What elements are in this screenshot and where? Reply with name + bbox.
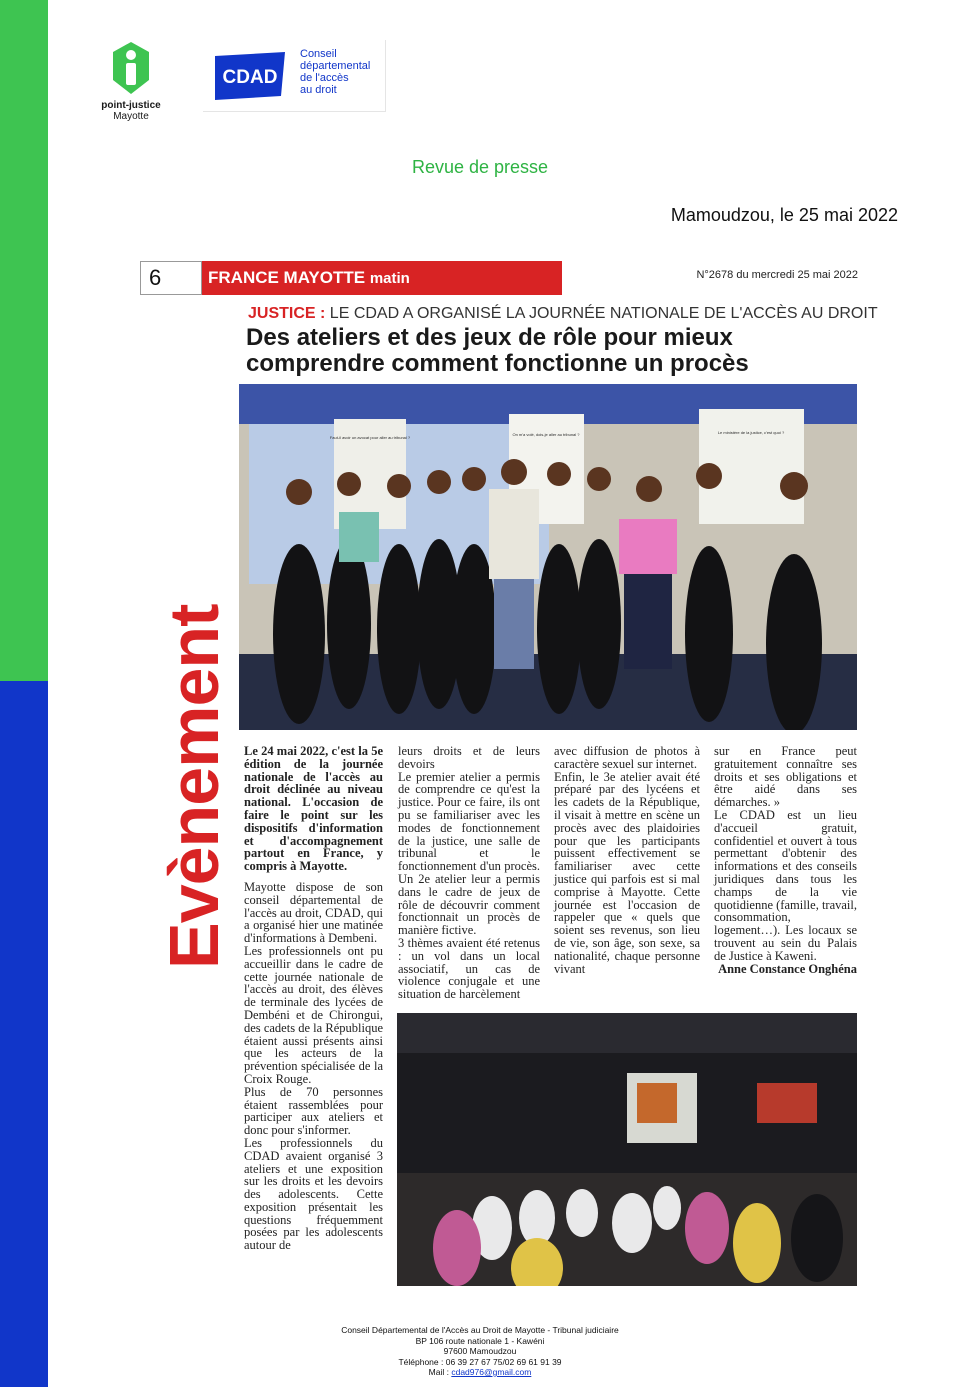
press-clipping [140, 259, 878, 1289]
article-paragraph: Les professionnels ont pu accueillir dans le cadre de cette journée nationale de l'accès au droit, des élèves de terminale des lycées de Dembéni et de Chirongui, des cadets de la République étaient aussi présents ainsi que les acteurs de la prévention spécialisée de la Croix Rouge. [244, 943, 383, 1086]
article-column-2 [398, 745, 540, 1001]
kicker-label: JUSTICE : [248, 305, 326, 322]
svg-text:CDAD: CDAD [222, 67, 278, 88]
article-lead: Le 24 mai 2022, c'est la 5e édition de la journée nationale de l'accès au droit déclinée au niveau national. L'occasion de faire le point sur les dispositifs d'information et d'accompagnement partout en France, y compris à Mayotte. [244, 744, 383, 874]
article-paragraph: avec diffusion de photos à caractère sexuel sur internet. [554, 744, 700, 771]
kicker-text: LE CDAD A ORGANISÉ LA JOURNÉE NATIONALE DE L'ACCÈS AU DROIT [329, 305, 878, 322]
issue-number: N°2678 du mercredi 25 mai 2022 [696, 269, 858, 281]
page-title: Revue de presse [411, 157, 549, 177]
newspaper-suffix: matin [369, 270, 410, 287]
workshop-photo [397, 1013, 857, 1286]
footer-mail [0, 1367, 960, 1378]
side-bar-green [0, 0, 48, 681]
newspaper-name: FRANCE MAYOTTE [208, 268, 366, 287]
page-footer [0, 1325, 960, 1378]
cdad-logo [203, 40, 386, 112]
group-photo [239, 384, 857, 730]
date-line: Mamoudzou, le 25 mai 2022 [670, 205, 898, 225]
side-bar-blue [0, 681, 48, 1387]
point-justice-logo [96, 40, 166, 122]
article-paragraph: Plus de 70 personnes étaient rassemblées pour participer aux ateliers et donc pour s'informer. [244, 1084, 383, 1138]
footer-address: BP 106 route nationale 1 - Kawéni [415, 1335, 545, 1346]
cdad-full-name: Conseil départemental de l'accès au droit [300, 48, 371, 96]
article-column-1 [244, 745, 383, 1252]
article-column-3 [554, 745, 700, 975]
point-justice-icon [109, 40, 153, 96]
clipping-page-number: 6 [140, 261, 202, 295]
article-paragraph: Le premier atelier a permis de comprendre ce qu'est la justice. Pour ce faire, ils ont pu se familiariser avec les modes de fonctionnement de la justice, une salle de tribunal et le fonctionnement d'un procès. Un 2e atelier leur a permis dans le cadre de jeux de rôle de découvrir comment fonctionnait un procès de manière fictive. [398, 769, 540, 938]
svg-text:Faut-il avoir un avocat pour a: Faut-il avoir un avocat pour aller au tribunal ? [329, 435, 411, 440]
article-paragraph: Les professionnels du CDAD avaient organisé 3 ateliers et une exposition sur les droits et les devoirs des adolescents. Cette exposition présentait les questions fréquemment posées par les adolescents autour de [244, 1135, 383, 1253]
email-link[interactable]: cdad976@gmail.com [451, 1367, 532, 1377]
article-paragraph: Enfin, le 3e atelier avait été préparé par des lycéens et les cadets de la République, il visait à mettre en scène un procès avec des plaidoiries pour que les participants puissent effectivement se familiariser avec cette justice qui parfois est si mal comprise à Mayotte. Cette journée est l'occasion de rappeler que « quels que soient ses revenus, son lieu de vie, son âge, son sexe, sa nationalité, chaque personne vivant [554, 769, 700, 976]
article-headline: Des ateliers et des jeux de rôle pour mieux comprendre comment fonctionne un procès [246, 324, 749, 377]
footer-city: 97600 Mamoudzou [443, 1346, 517, 1356]
article-paragraph: leurs droits et de leurs devoirs [398, 744, 540, 771]
footer-phone: Téléphone : 06 39 27 67 75/02 69 61 91 39 [398, 1356, 562, 1367]
svg-text:On m'a volé, dois-je aller au: On m'a volé, dois-je aller au tribunal ? [512, 432, 580, 437]
cdad-badge [213, 52, 287, 100]
point-justice-region: Mayotte [113, 111, 149, 122]
article-kicker [248, 305, 878, 323]
section-label: Evènement [155, 604, 233, 969]
point-justice-name: point-justice [101, 100, 161, 111]
newspaper-masthead [202, 261, 562, 295]
article-paragraph: Le CDAD est un lieu d'accueil gratuit, confidentiel et ouvert à tous permettant d'obtenir des informations et des conseils juridiques dans tous les champs de la vie quotidienne (famille, travail, consommation, logement…). Les locaux se trouvent au sein du Palais de Justice à Kaweni. [714, 807, 858, 963]
article-paragraph: sur en France peut gratuitement connaître ses droits et ses obligations et être aidé dans ses démarches. » [714, 744, 857, 810]
article-paragraph: Mayotte dispose de son conseil départemental de l'accès au droit, CDAD, qui a organisé hier une matinée d'informations à Dembeni. [244, 879, 383, 946]
footer-mail-label: Mail : [428, 1367, 452, 1377]
article-column-4 [714, 745, 857, 975]
footer-organisation: Conseil Départemental de l'Accès au Droit de Mayotte - Tribunal judiciaire [341, 1325, 619, 1335]
svg-text:Le ministère de la justice, c': Le ministère de la justice, c'est quoi ? [717, 430, 785, 435]
article-paragraph: 3 thèmes avaient été retenus : un vol dans un local associatif, un cas de violence conjugale et une situation de harcèlement [398, 935, 540, 1002]
article-author: Anne Constance Onghéna [718, 961, 857, 976]
